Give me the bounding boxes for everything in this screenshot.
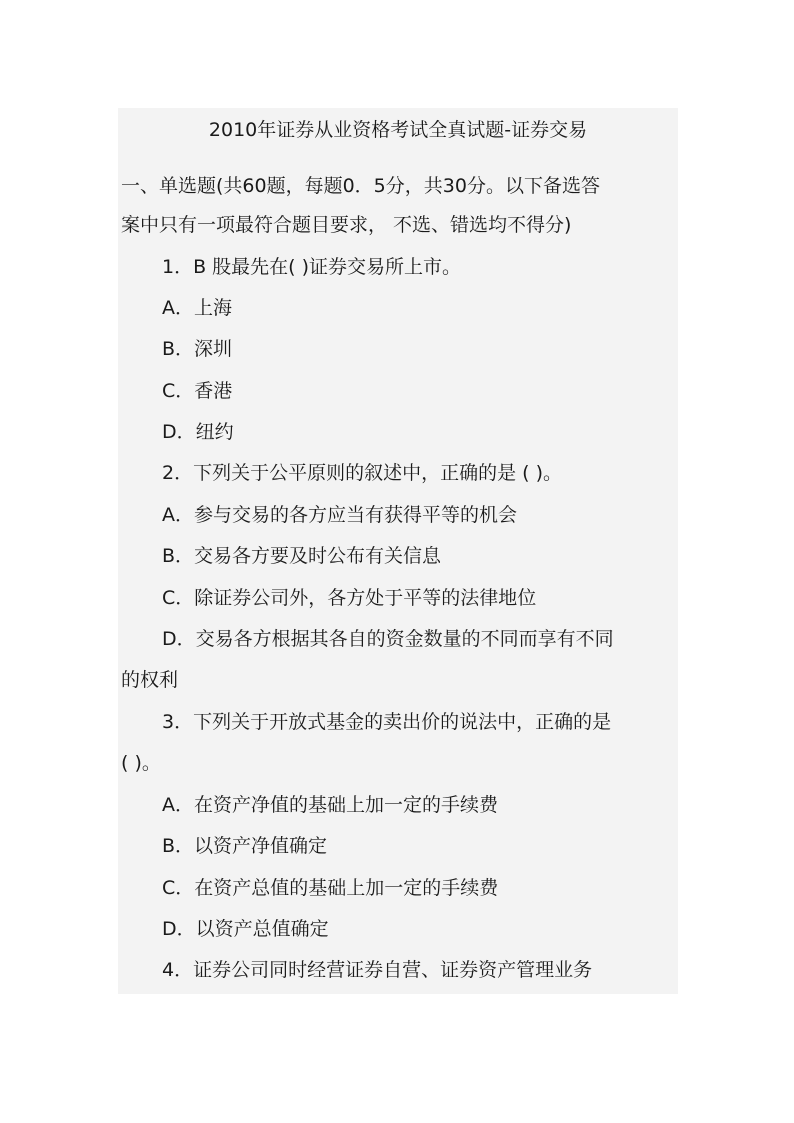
- question-2-option-b: B．交易各方要及时公布有关信息: [162, 545, 442, 567]
- question-2-option-a: A．参与交易的各方应当有获得平等的机会: [162, 504, 517, 526]
- question-3-option-d: D．以资产总值确定: [162, 918, 329, 940]
- section-heading-continuation: 案中只有一项最符合题目要求， 不选、错选均不得分): [121, 214, 572, 236]
- question-1-option-d: D．纽约: [162, 421, 234, 443]
- question-1-stem: 1．B 股最先在( )证券交易所上市。: [162, 256, 462, 278]
- question-4-stem: 4．证券公司同时经营证券自营、证券资产管理业务: [162, 959, 593, 981]
- question-3-option-b: B．以资产净值确定: [162, 835, 328, 857]
- question-1-option-b: B．深圳: [162, 338, 233, 360]
- question-2-option-d-continuation: 的权利: [121, 669, 179, 691]
- question-1-option-c: C．香港: [162, 380, 233, 402]
- section-heading: 一、单选题(共60题，每题0．5分，共30分。以下备选答: [121, 175, 600, 197]
- question-3-option-a: A．在资产净值的基础上加一定的手续费: [162, 794, 498, 816]
- question-1-option-a: A．上海: [162, 297, 232, 319]
- document-title: 2010年证券从业资格考试全真试题-证券交易: [208, 119, 588, 141]
- question-2-option-c: C．除证券公司外，各方处于平等的法律地位: [162, 587, 537, 609]
- question-3-stem-continuation: ( )。: [121, 752, 161, 774]
- question-2-stem: 2．下列关于公平原则的叙述中，正确的是 ( )。: [162, 462, 562, 484]
- question-2-option-d: D．交易各方根据其各自的资金数量的不同而享有不同: [162, 628, 614, 650]
- question-3-stem: 3．下列关于开放式基金的卖出价的说法中，正确的是: [162, 711, 612, 733]
- question-3-option-c: C．在资产总值的基础上加一定的手续费: [162, 877, 499, 899]
